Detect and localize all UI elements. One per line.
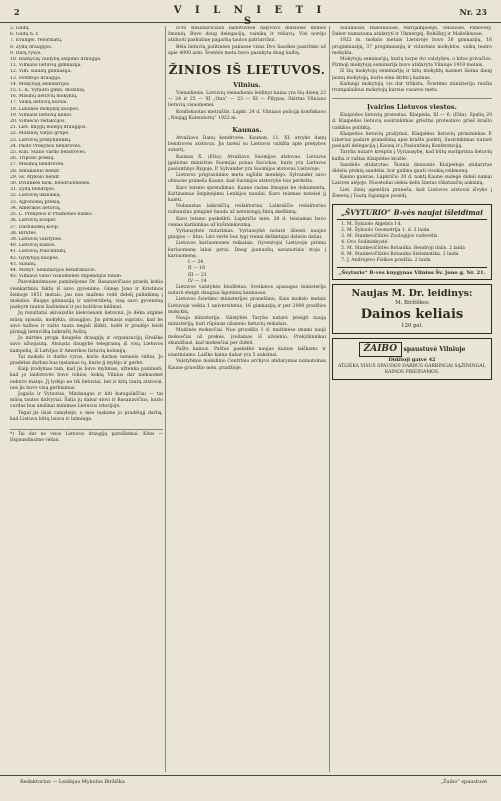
ad-pages: 120 psl. bbox=[401, 323, 423, 330]
stat-line: III — 21 bbox=[188, 272, 207, 278]
stat-line: IV — 14 bbox=[188, 278, 207, 284]
column-1 bbox=[10, 26, 163, 772]
section-title-various: Įvairios Lietuvos viestos. bbox=[367, 103, 457, 112]
news-item: Muitinės mokesčiai. Nuo gruodžio 1 d. muitinėse imami nauji mokesčiai už prekes, įvežamas iš užsienio. Prekybininkai skundžiasi, kad mokesčiai per dideli. bbox=[168, 328, 326, 346]
list-item: 7. Evangel. reformatų. bbox=[10, 38, 63, 44]
list-item: 8. Žydų draugijos. bbox=[10, 44, 53, 50]
news-item: Lietuvos kariuomenės reikalais. Gyventojai Lietuvoje priima kariuomenę labai gerai. Daug jaunuolių savanoriais stoja į kariuomenę. bbox=[168, 241, 326, 259]
zaibo-printing-advertisement bbox=[332, 338, 492, 379]
svyturys-advertisement bbox=[332, 204, 492, 280]
various-news bbox=[332, 113, 492, 200]
list-item: 26. Tripolio prekių. bbox=[10, 156, 55, 162]
book-list bbox=[337, 222, 487, 264]
paragraph: Tai mokslo ir darbo vyras, kurio darbas nenueis veltui. Jo pradėtas darbas bus tęsiamas tų, kurie jį mylėjo ir gerbė. bbox=[10, 354, 163, 366]
list-item: 21. Liet. knygų leidėjų draugijos. bbox=[10, 125, 87, 131]
kaunas-news bbox=[168, 136, 326, 260]
list-item: 13. Šventojo draugija. bbox=[10, 75, 62, 81]
list-item: 29. Sv. Mykolo bendr. bbox=[10, 174, 61, 180]
news-item: Nubaustas laikraščių redaktorius. Laikraščio redaktorius nubaustas piniginė bauda už neteisingų žinių skelbimą. bbox=[168, 204, 326, 216]
list-item: 39. Lietuvių valstybės. bbox=[10, 236, 63, 242]
list-item: 16. Mašinų lietuvių mokyklų. bbox=[10, 94, 78, 100]
section-title-kaunas: Kaunas. bbox=[232, 126, 262, 135]
intro-paragraph: Bėla lietuvių politinėse pakuose visas Dvo liaudies pasirinko už apie 4000 asm. Šventės metu buvo pasakyta daug kalbų. bbox=[168, 44, 326, 56]
list-item: 38. Birutės. bbox=[10, 230, 38, 236]
news-item: Atvažiavo Danų bendrovės. Kaunan, 11. XI. atvyko danų bendrovės atstovas. Jis tarėsi su Lietuvos valdžia apie prekybos sutartį. bbox=[168, 136, 326, 154]
paragraph: Tegul jis ilsisi ramybėje, o mes tęskime jo pradėtąjį darbą, kad Lietuva būtų laisva ir laiminga. bbox=[10, 410, 163, 422]
news-item: Vyriausybės nutarimas. Vyriausybė nutarė išleisti naujus pinigus — litus. Lito vertė bus lygi vienai dešimtajai dolerio daliai. bbox=[168, 229, 326, 241]
list-item: 37. Darbininkų koop. bbox=[10, 224, 60, 230]
news-item: Karo teismo sprendimas. Kaune rastas žmogus be dokumentų. Kaltinamas šnipinėjimu Lenkijos naudai. Karo teismas nuteisė jį kalėti. bbox=[168, 185, 326, 204]
list-item: 40. Lietuvių kalbos. bbox=[10, 243, 56, 249]
statistics-list bbox=[168, 260, 326, 285]
news-item: Lietuvos švietimo ministerijos pranešimu, šiais mokslo metais Lietuvoje veikia 1 universitetas, 16 gimnazijų ir per 2000 pradžios mokyklų. bbox=[168, 297, 326, 315]
ad-address: „Švyturio“ B-vės knygynas Vilnius Šv. Jono g. Nr. 21. bbox=[337, 267, 487, 276]
paragraph: Mokytojų seminarijų, kurių tarpe dvi valstybės, o kitos privačios. Pirmoji mokytojų seminarija buvo atidaryta Vilniuje 1919 metais. bbox=[332, 57, 492, 69]
list-item: 9. Italų ryšys. bbox=[10, 50, 42, 56]
list-item: 44. Mokyt. Seminarijos bendrabučio. bbox=[10, 267, 97, 273]
list-item: 35. L. Prekybos ir Pramonės banko. bbox=[10, 212, 93, 218]
list-item: 33. Agronomų prekių. bbox=[10, 199, 62, 205]
list-item: 36. Lietuvių kooper. bbox=[10, 218, 57, 224]
list-item: 22. Mokinių Varpo grupė. bbox=[10, 131, 70, 137]
news-item: Karo teismo paskelbti. Lapkričio mėn. 28 d. teisiamas buvo vienas karininkas už kyšininkavimą. bbox=[168, 216, 326, 228]
page-number: 2 bbox=[14, 7, 20, 17]
zaibo-logo: ŽAIBO bbox=[359, 342, 402, 357]
list-item: 31. Žydų bendrijos. bbox=[10, 187, 56, 193]
kaunas-news-continued bbox=[168, 285, 326, 372]
list-item: 30. Dvilinkės mok. bendruomenės. bbox=[10, 181, 91, 187]
list-item: 28. Antakalnio bendr. bbox=[10, 168, 60, 174]
news-item: Pašto kainos. Paštas paskelbė naujas kainas laiškams ir siuntiniams. Laiško kaina dabar yra 5 auksinai. bbox=[168, 346, 326, 359]
news-item: Valstybinio mokslinio Centrinio archyvo atidarymas numatomas Kaune gruodžio mėn. pradžioje. bbox=[168, 359, 326, 371]
column-3-text bbox=[332, 26, 492, 94]
book-item: 4. Ovo Sodininkystė bbox=[347, 240, 487, 246]
ad-book-title: Dainos keliais bbox=[360, 307, 464, 323]
paragraph: Jo mirties proga daugelis draugijų ir organizacijų išreiškė savo užuojautą. Atsiųsta daugybė telegramų iš visų Lietuvos kampelių, iš Latvijos ir Amerikos lietuvių kolonijų. bbox=[10, 336, 163, 354]
column-divider bbox=[329, 26, 330, 772]
news-item: Vienadienis. Lietuvių vienadienis leidinys kaina yra šių dienų 22 — 24 ir 25 — XI „Ona“ — 23 — XI — Pilypas. Skirtas Vilniaus lietuvių visuomenei. bbox=[168, 91, 326, 109]
news-item: Kauno gaisras. Lapkričio 20 d. naktį Kaune sudegė dideli namai Laisvės alėjoje. Nuostoliai siekia kelis šimtus tūkstančių auksinų. bbox=[332, 175, 492, 187]
intro-paragraph: D-ro Basanavičiaus laidotuvėse dalyvavo didžiulės minios žmonių. Buvo daug delegacijų, vainikų ir vėliavų. Visi norėjo atiduoti paskutinę pagarbą tautos patriarchui. bbox=[168, 26, 326, 44]
news-item: Liet. žinių agentūra praneša, kad Lietuvos atstovai išvyko į Ženevą į Tautų Sąjungos posėdį. bbox=[332, 187, 492, 199]
book-item: 6. M. Stankevičiūtės Botanika Sistematika. 2 laida bbox=[347, 252, 487, 258]
list-item: 24. Pašto Prekybos bendrovės. bbox=[10, 143, 82, 149]
paragraph: Iš šių mokytojų seminarijų ir kitų mokyklų kasmet išeina daug jaunų mokytojų, kurie eina dirbti į kaimus. bbox=[332, 69, 492, 81]
list-item: 5. Gudų. bbox=[10, 26, 30, 31]
column-3 bbox=[332, 26, 492, 772]
paragraph: Kaip įrodymas tam, kad jis buvo mylimas, užtenka paminėti, kad jo laidotuvės buvo tokios, kokių Vilnius dar niekuomet nebuvo matęs. Jį lydėjo ne tik lietuviai, bet ir kitų tautų atstovai, nes jis buvo visų gerbiamas. bbox=[10, 367, 163, 391]
list-item: 6. Gudų n. r. bbox=[10, 32, 39, 38]
column-2 bbox=[168, 26, 326, 772]
list-item: 12. Viln. šiaulių gimnazija. bbox=[10, 69, 72, 75]
ad-slogan: ATLIEKA VISUS SPAUDOS DARBUS GARBINGAI SĄŽININGAI, KAINOS PRIEINAMOS. bbox=[337, 363, 486, 375]
news-item: Klaipėdos lietuvių prašymai. Klaipėdos lietuvių pirmininkas P. Liberius padarė pranešimą apie krašto padėtį. Susirinkimas nutarė pasiųsti delegaciją į Kauną ir į Pasiuntinių Konferenciją. bbox=[332, 131, 492, 150]
vilnius-news bbox=[168, 91, 326, 122]
paragraph: Pasveikinimuose paminėjome Dr. Basanavičiaus praeitį kokia vienkartiniu faktu iš savo gyvenimo. Gimęs Jono ir Kristinos šeimoje 1851 metais, jau nuo mažens rodė didelį palinkimą į mokslus. Baigęs gimnaziją ir universitetą, visą savo gyvenimą paskyrė tautos žadinimui ir jos kultūros kėlimui. bbox=[10, 280, 163, 311]
paragraph: Kadangi mokytojų vis dar trūksta, Švietimo ministerija ruošia trumpalaikius mokytojų kursus vasaros metu. bbox=[332, 81, 492, 94]
printer-line: „Žaibo“ spaustuvė bbox=[440, 779, 487, 785]
list-item: 20. Vilniečio redakcijos. bbox=[10, 119, 66, 125]
paragraph: Jogaila ir Vytautas, Mindaugas ir kiti kunigaikščiai — tai mūsų tautos didvyriai. Šalia jų dabar stovi ir Basanavičius, kurio vardas bus amžinai minimas Lietuvos istorijoje. bbox=[10, 391, 163, 410]
paragraph: Šiauliuose, Raseiniuose, Marijampolėje, Telšiuose, Panevėžy. Daber numatoma atidaryti ir Ukmergėj, Rokiškyj ir Mažeikiuose. bbox=[332, 26, 492, 38]
column-divider bbox=[165, 26, 166, 772]
ad-address: Didžioji gatvė 42 bbox=[388, 357, 436, 364]
ad-author: M. Biržiškos bbox=[395, 300, 429, 307]
publisher-line: Redaktorius — Leidėjas Mykolas Biržiška bbox=[20, 779, 125, 785]
section-title-vilnius: Vilnius. bbox=[233, 81, 261, 90]
list-item: 15. L. K. Vytauto gimn. mokinių. bbox=[10, 88, 86, 94]
ad-title: „ŠVYTURIO“ B-vės naujai išleidimai bbox=[337, 208, 487, 220]
book-item: 7. J. Andrejevo Fizikos pradžia. 2 laida bbox=[347, 258, 487, 264]
book-item: 5. M. Stankevičiūtės Botanika. Bendroji dalis. 2 laida bbox=[347, 246, 487, 252]
news-item: Nauja ministerija. Valstybės Taryba nutarė įsteigti naują ministeriją, kuri rūpinsis užsienio lietuvių reikalais. bbox=[168, 315, 326, 328]
list-item: 27. Mėsinių bendrovės. bbox=[10, 162, 65, 168]
list-item: 17. Vaikų lietuvių kursai. bbox=[10, 100, 68, 106]
news-item: Sandėlis atidarytas. Šiomis dienomis Klaipėdoje atidarytas didelis prekių sandėlis, kur galima gauti visokių reikmenų. bbox=[332, 162, 492, 175]
paragraph: 1922 m. mokslo metais Lietuvoje buvo 30 gimnazijų, 16 progimnazijų, 37 progimnazijų ir vidurinės mokyklos, vaikų teatro mokykla. bbox=[332, 38, 492, 56]
stat-line: I — 34 bbox=[188, 260, 204, 266]
list-item: 18. Liaudies mokyklų kuopos. bbox=[10, 106, 80, 112]
list-item: 41. Lietuvių Policininkų. bbox=[10, 249, 67, 255]
list-item: 45. Vilniaus viešo visuomenės stipendijos fondo. bbox=[10, 274, 123, 280]
book-item: 2. M. Šykuolo Geometrija 1. d. 2 laida bbox=[347, 228, 487, 234]
list-item: 42. Gydytojų kuopos. bbox=[10, 255, 60, 261]
list-item: 32. Lietuvių ūkininkų. bbox=[10, 193, 62, 199]
news-item: Klaipėdos lietuvių protestas. Klaipėda, XI — 6. (Elta). Spalių 29 d. Klaipėdos lietuvių susirinkimas griežtai protestavo prieš krašto valdžios politiką. bbox=[332, 113, 492, 131]
issue-number: Nr. 23 bbox=[459, 7, 487, 17]
book-item: 3. M. Stankevičiūtės Zoologijos vadovėlis. bbox=[347, 234, 487, 240]
column-1-text bbox=[10, 280, 163, 423]
list-item: 43. Šiaulių. bbox=[10, 261, 37, 267]
page-header bbox=[0, 0, 501, 27]
news-item: Lietuvos valstybės biudžetas. Sveikatos apsaugos ministerija nutarė steigti daugiau ligoninių kaimuose. bbox=[168, 284, 326, 297]
ad-subtitle: spaustuvė Vilniuje bbox=[403, 346, 466, 354]
news-item: Konfiskuotas metraštis. Lapkr. 24 d. Vilniaus policija konfiskavo „Naująjį Kalendorių“ 1922 m. bbox=[168, 109, 326, 121]
organizations-list bbox=[10, 26, 163, 280]
list-item: 11. Vilniaus lietuvių gimnazija. bbox=[10, 63, 82, 69]
news-item: Taryba nutarė kreiptis į Vyriausybę, kad būtų sustiprinta lietuvių kalba ir raštas Klaipėdos krašte. bbox=[332, 150, 492, 162]
list-item: 10. Bažnyčių valdybų šelpimo draugija. bbox=[10, 57, 102, 63]
list-item: 19. Vilniaus lietuvių klubo. bbox=[10, 112, 73, 118]
stat-line: II — 18 bbox=[188, 266, 205, 272]
news-item: Lietuvos prigrasinimo metu sąjūdis menkėjo. Sylvander savo ofisuose praneša Kaune, kad Suomijos atstovybė bus perkelta. bbox=[168, 173, 326, 185]
news-item: Kaunas X. (Elta). Atvažiavo Suomijos atstovas. Lietuvos įgaliotas ministras Suomijai ponas Savickas, kuris yra Lietuvos pasiuntinys Rygoje, P. Sylvander yra Suomijos atstovas Lietuvoje. bbox=[168, 154, 326, 173]
list-item: 23. Lietuvių prekybininkų. bbox=[10, 137, 72, 143]
list-item: 25. Kun. Stalio vardo bendrovės. bbox=[10, 150, 87, 156]
masthead: V I L N I E T I S bbox=[173, 5, 327, 27]
page-footer bbox=[0, 775, 501, 801]
list-item: 14. Mokytojų seminarijos. bbox=[10, 81, 71, 87]
list-item: 34. Amerikos lietuvių. bbox=[10, 205, 62, 211]
ad-title: Naujas M. Dr. leidinys: bbox=[351, 288, 473, 300]
footnote: *) Tai dar ne visos Lietuvos draugijų pareiškimai. Kitos — išspausdinsime vėliau. bbox=[10, 429, 163, 443]
paragraph: Jų rezultatai akivaizdūs kiekvienam lietuviui. Jo dėka atgimė mūsų spauda, mokykla, draugijos. Jis pirmasis suprato, kad be savo kalbos ir rašto tauta negali išlikti, todėl ir pradėjo leisti pirmąjį lietuvišką laikraštį Aušrą. bbox=[10, 311, 163, 335]
section-headline: ŽINIOS IŠ LIETUVOS. bbox=[168, 63, 326, 78]
new-book-advertisement bbox=[332, 284, 492, 334]
book-item: 1. M. Šykuolo Algebra I d. bbox=[347, 222, 487, 228]
